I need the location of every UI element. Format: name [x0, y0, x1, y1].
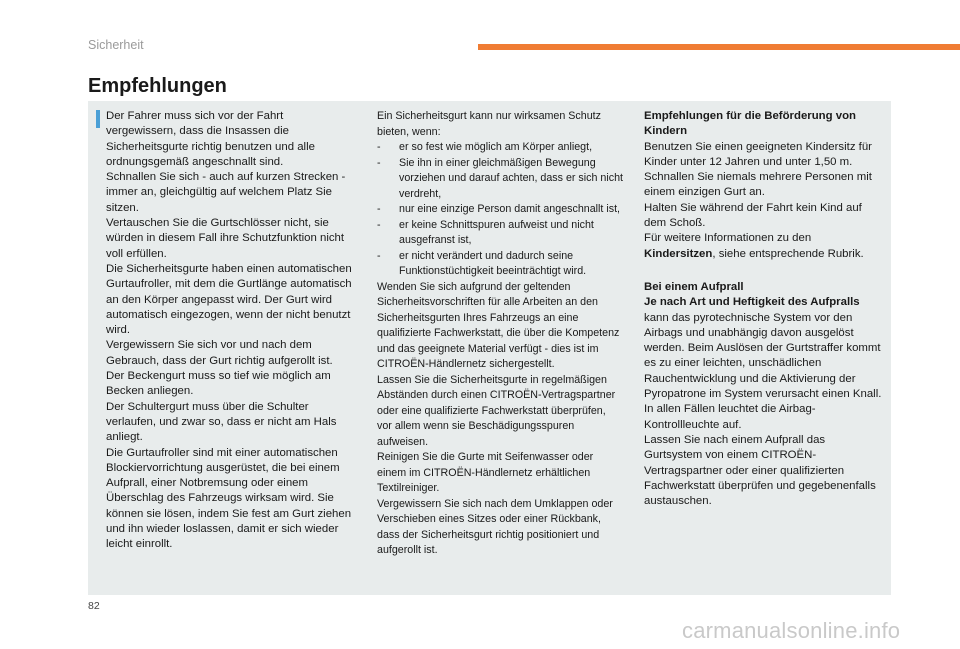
- paragraph-accent-marker: [96, 110, 100, 128]
- paragraph: Schnallen Sie niemals mehrere Personen mit einem einzigen Gurt an.: [644, 171, 872, 199]
- list-item: - Sie ihn in einer gleichmäßigen Bewegung vorziehen und darauf achten, dass er sich nicht verdreht,: [377, 156, 623, 203]
- paragraph: kann das pyrotechnische System vor den Airbags und unabhängig davon ausgelöst werden. Beim Auslösen der Gurtstraffer kommt es zu einer leichten, unschädlichen Rauchentwicklung und die Aktivierung der Pyropatrone im System verursacht einen Knall.: [644, 311, 882, 401]
- paragraph: Die Sicherheitsgurte haben einen automatischen Gurtaufroller, mit dem die Gurtlänge automatisch an den Körper angepasst wird. Der Gurt wird automatisch eingezogen, wenn der nicht benutzt wird.: [106, 262, 352, 337]
- paragraph: Halten Sie während der Fahrt kein Kind auf dem Schoß.: [644, 201, 862, 230]
- paragraph-more-info: Für weitere Informationen zu den Kindersitzen, siehe entsprechende Rubrik.: [644, 232, 864, 260]
- list-item: - er keine Schnittspuren aufweist und nicht ausgefranst ist,: [377, 218, 623, 249]
- paragraph: Vergewissern Sie sich nach dem Umklappen oder Verschieben eines Sitzes oder einer Rückbank, dass der Sicherheitsgurt richtig positioniert und aufgerollt ist.: [377, 497, 613, 556]
- paragraph: Vertauschen Sie die Gurtschlösser nicht, sie würden in diesem Fall ihre Schutzfunktion nicht voll erfüllen.: [106, 217, 345, 260]
- spacer: [644, 262, 884, 280]
- paragraph: In allen Fällen leuchtet die Airbag-Kontrollleuchte auf.: [644, 403, 816, 431]
- column-general-advice: [106, 109, 352, 553]
- list-item: - er so fest wie möglich am Körper anliegt,: [377, 140, 623, 156]
- paragraph: Lassen Sie die Sicherheitsgurte in regelmäßigen Abständen durch einen CITROËN-Vertragspartner oder eine qualifizierte Fachwerkstatt überprüfen, vor allem wenn sie Beschädigungsspuren aufweisen.: [377, 373, 616, 448]
- watermark: carmanualsonline.info: [682, 618, 901, 643]
- list-item: - nur eine einzige Person damit angeschnallt ist,: [377, 202, 623, 218]
- page-title: Empfehlungen: [88, 75, 227, 97]
- paragraph-intro: Ein Sicherheitsgurt kann nur wirksamen Schutz bieten, wenn:: [377, 110, 601, 138]
- column-belt-conditions: [377, 109, 623, 559]
- list-item: - er nicht verändert und dadurch seine Funktionstüchtigkeit beeinträchtigt wird.: [377, 249, 623, 280]
- children-heading: Empfehlungen für die Beförderung von Kindern: [644, 110, 856, 138]
- paragraph: Wenden Sie sich aufgrund der geltenden Sicherheitsvorschriften für alle Arbeiten an den Sicherheitsgurten Ihres Fahrzeugs an eine qualifizierte Fachwerkstatt, die über die Kompetenz und das geeignete Material verfügt - dies ist im CITROËN-Händlernetz sichergestellt.: [377, 280, 620, 370]
- paragraph: Der Fahrer muss sich vor der Fahrt vergewissern, dass die Insassen die Sicherheitsgurte richtig benutzen und alle ordnungsgemäß angeschnallt sind.: [106, 110, 315, 168]
- paragraph: Der Schultergurt muss über die Schulter verlaufen, und zwar so, dass er nicht am Hals anliegt.: [106, 400, 337, 444]
- paragraph: Die Gurtaufroller sind mit einer automatischen Blockiervorrichtung ausgerüstet, die bei einem Aufprall, einer Notbremsung oder einem Überschlag des Fahrzeugs wirksam wird. Sie können sie lösen, indem Sie fest am Gurt ziehen und ihn wieder loslassen, damit er sich wieder leicht einrollt.: [106, 446, 352, 551]
- paragraph: Reinigen Sie die Gurte mit Seifenwasser oder einem im CITROËN-Händlernetz erhältlichen Textilreiniger.: [377, 451, 594, 494]
- impact-subheading: Je nach Art und Heftigkeit des Aufpralls: [644, 296, 860, 309]
- header-accent-bar: [478, 44, 960, 50]
- paragraph: Der Beckengurt muss so tief wie möglich am Becken anliegen.: [106, 370, 331, 398]
- column-children-and-impact: [644, 109, 884, 509]
- section-label: Sicherheit: [88, 38, 144, 52]
- paragraph: Benutzen Sie einen geeigneten Kindersitz für Kinder unter 12 Jahren und unter 1,50 m.: [644, 140, 872, 168]
- paragraph: Vergewissern Sie sich vor und nach dem Gebrauch, dass der Gurt richtig aufgerollt ist.: [106, 339, 333, 367]
- child-seats-reference: Kindersitzen: [644, 247, 713, 260]
- paragraph: Lassen Sie nach einem Aufprall das Gurtsystem von einem CITROËN-Vertragspartner oder einer qualifizierten Fachwerkstatt überprüfen und gegebenenfalls austauschen.: [644, 433, 876, 508]
- page-number: 82: [88, 600, 100, 612]
- impact-heading: Bei einem Aufprall: [644, 280, 744, 293]
- paragraph: Schnallen Sie sich - auch auf kurzen Strecken - immer an, gleichgültig auf welchem Platz Sie sitzen.: [106, 171, 346, 214]
